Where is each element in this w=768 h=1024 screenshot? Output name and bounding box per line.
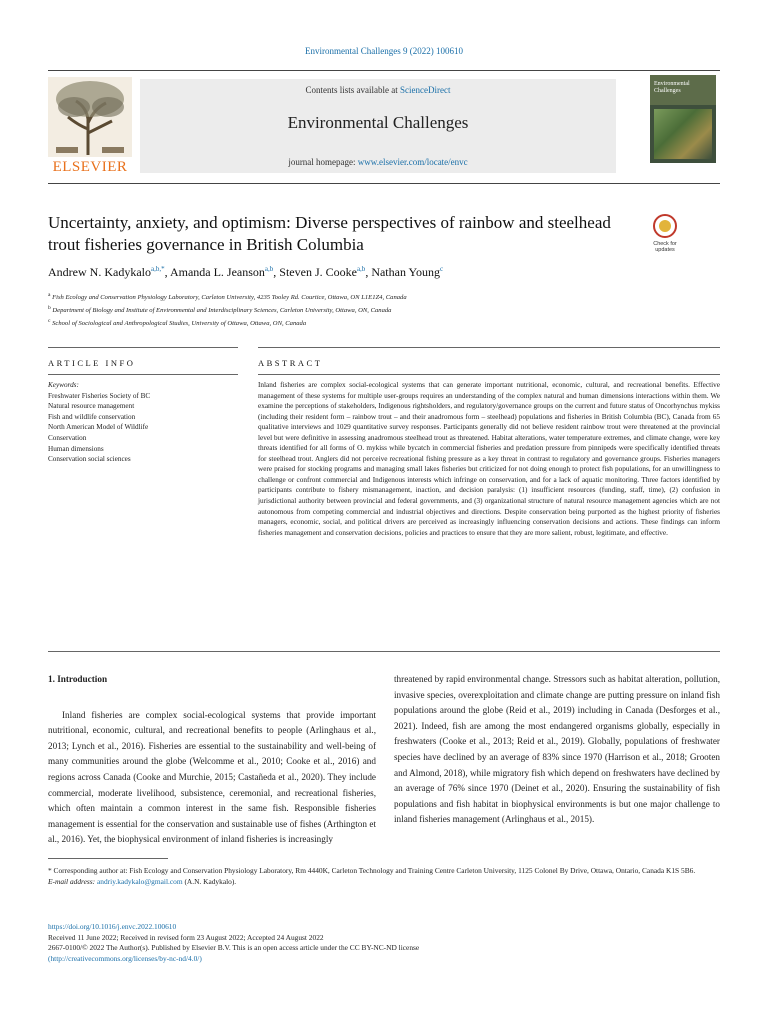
section-heading: 1. Introduction <box>48 674 108 684</box>
affiliation-text: Fish Ecology and Conservation Physiology Laboratory, Carleton University, 4235 Tooley Rd. Courtice, Ottawa, ON L1E1Z4, Canada <box>52 294 407 302</box>
body-column-right <box>394 672 720 828</box>
keyword: Human dimensions <box>48 444 104 453</box>
author-name[interactable]: Amanda L. Jeanson <box>169 265 265 279</box>
contents-prefix: Contents lists available at <box>305 85 400 95</box>
author-list: Andrew N. Kadykalo$^{a,b,*}$, Amanda L. Jeanson$^{a,b}$, Steven J. Cooke$^{a,b}$, Nathan Young$^c$ <box>48 265 444 279</box>
email-label: E-mail address: <box>48 876 96 886</box>
divider <box>48 651 720 652</box>
homepage-prefix: journal homepage: <box>288 157 358 167</box>
email-link[interactable]: andriy.kadykalo@gmail.com <box>97 876 183 886</box>
journal-cover[interactable] <box>650 75 716 163</box>
journal-reference[interactable]: Environmental Challenges 9 (2022) 100610 <box>305 46 463 56</box>
keyword: Natural resource management <box>48 402 135 411</box>
check-for-updates-button[interactable] <box>648 214 682 262</box>
author-marks[interactable]: a,b,* <box>150 265 165 273</box>
abstract-heading: ABSTRACT <box>258 358 323 368</box>
elsevier-wordmark: ELSEVIER <box>52 159 128 175</box>
keyword: North American Model of Wildlife <box>48 423 149 432</box>
article-meta <box>48 922 720 964</box>
email-suffix: (A.N. Kadykalo). <box>184 876 237 886</box>
body-column-left <box>48 672 376 848</box>
affiliation-item <box>48 303 708 316</box>
author-name[interactable]: Steven J. Cooke <box>279 265 357 279</box>
license-link[interactable]: (http://creativecommons.org/licenses/by-nc-nd/4.0/) <box>48 953 202 963</box>
affiliation-mark: a <box>48 292 51 298</box>
check-updates-icon <box>653 214 677 238</box>
keyword: Freshwater Fisheries Society of BC <box>48 391 151 400</box>
journal-title: Environmental Challenges <box>287 113 469 132</box>
paragraph: Inland fisheries are complex social-ecological systems that provide important nutritional, economic, cultural, and recreational benefits to people (Arlinghaus et al., 2013; Lynch et al., 2016). Fisheries are essential to the sustainability and well-being of many communities around the globe (Welcomme et al., 2010; Cooke et al., 2016) and regions across Canada (Cooke and Murchie, 2015; Castañeda et al., 2020). They include commercial, moderate livelihood, subsistence, ceremonial, and recreational fisheries, which often maintain a common interest in the same fish. Responsible fisheries management is essential for the conservation and sustainable use of fishes (Arthington et al., 2016). Yet, the biophysical environment of inland fisheries is increasingly <box>48 709 376 845</box>
divider <box>48 347 238 348</box>
received-dates: Received 11 June 2022; Received in revised form 23 August 2022; Accepted 24 August 2022 <box>48 932 324 942</box>
affiliation-mark: c <box>48 318 51 325</box>
contents-line <box>140 85 616 95</box>
email-line <box>48 877 720 888</box>
divider <box>258 347 720 348</box>
license-text: 2667-0100/© 2022 The Author(s). Published by Elsevier B.V. This is an open access article under the CC BY-NC-ND license <box>48 943 420 953</box>
journal-banner <box>140 79 616 173</box>
affiliation-item <box>48 290 708 303</box>
author-name[interactable]: Andrew N. Kadykalo <box>48 265 151 279</box>
affiliation-text: School of Sociological and Anthropological Studies, University of Ottawa, Ottawa, ON, Canada <box>52 320 307 328</box>
divider <box>258 374 720 375</box>
paragraph: threatened by rapid environmental change. Stressors such as habitat alteration, pollution, invasive species, overexploitation and climate change are putting pressure on inland fish populations around the globe (Reid et al., 2019) including in Canada (Desforges et al., 2021). Indeed, fish are among the most endangered organisms globally, especially in freshwaters (Cooke et al., 2013; Reid et al., 2019). Globally, populations of freshwater species have declined by an average of 83% since 1970 (Harrison et al., 2018; Grooten and Almond, 2018), while migratory fish which depend on freshwaters have declined by an average of 76% since 1970 (Deinet et al., 2020). Ensuring the sustainability of fish populations and fish habitat in biophysical environments is but one major challenge to inland fisheries management (Arlinghaus et al., 2015). <box>394 674 720 825</box>
journal-header <box>48 70 720 184</box>
footnote-divider <box>48 858 168 859</box>
keyword: Fish and wildlife conservation <box>48 412 136 421</box>
affiliation-mark: b <box>48 305 51 312</box>
elsevier-logo[interactable] <box>48 77 132 177</box>
doi-link[interactable]: https://doi.org/10.1016/j.envc.2022.100610 <box>48 922 177 931</box>
cover-image <box>654 109 712 159</box>
author-marks[interactable]: a,b <box>356 265 366 273</box>
cover-title: Environmental Challenges <box>654 81 690 94</box>
keyword: Conservation <box>48 433 87 442</box>
abstract-text: Inland fisheries are complex social-ecological systems that can generate important nutritional, economic, cultural, and recreational benefits. Effective management of these systems for multiple user-groups requires an understanding of the complex natural and human dimensions interactions within them. We examine the perceptions of stakeholders, Indigenous rightsholders, and regulatory/governance groups on the current and future status of Oncorhynchus mykiss (including their resident form – rainbow trout – and their anadromous form – steelhead) populations and fisheries in British Columbia (BC), Canada from 65 qualitative interviews and 1029 quantitative survey responses. Participants generally did not believe resident rainbow trout were threatened at the provincial level but were definitive in assessing anadromous steelhead trout as threatened. Habitat alterations, water temperature extremes, and climate change, were key threats identified for all forms of O. mykiss while bycatch in commercial fisheries and predation pressure from pinnipeds were specifically identified threats for steelhead trout. Anglers did not perceive recreational fishing pressure as a key threat in contrast to regulatory and governance groups. Fisheries managers were praised for stocking programs and managing small lakes fisheries but criticized for not doing enough to protect fish populations, for an unwillingness to challenge or confront commercial and Indigenous interests which infringe on conservation, and for a lack of aquatic monitoring. Three factors identified by participants contribute to fishery mismanagement, inaction, and decision paralysis: (1) insufficient resources (funding, staff, time), (2) confusion in jurisdictional authority between provincial and federal governments, and (3) organizational structure of natural resource management agencies which are not autonomous from competing commercial and industrial objectives and directions. Despite conservation being purported as the highest priority of fisheries managers, economic, social, and political drivers are perceived as increasingly influencing conservation decisions and actions. These findings can inform fisheries management and conservation decisions, policies and practices to ensure that they are more salient, robust, legitimate, and effective. <box>258 381 720 537</box>
keywords-label: Keywords: <box>48 381 79 389</box>
affiliations <box>48 290 708 330</box>
corresponding-author: * Corresponding author at: Fish Ecology and Conservation Physiology Laboratory, Rm 4440K, Carleton Technology and Training Centre Carleton University, 1125 Colonel By Drive, Ottawa, Ontario, Canada K1S 5B6. <box>48 866 696 875</box>
sciencedirect-link[interactable]: ScienceDirect <box>400 85 451 95</box>
check-updates-label: Check for updates <box>653 241 677 253</box>
elsevier-tree-icon <box>48 77 132 157</box>
author-marks[interactable]: c <box>439 265 444 273</box>
article-title: Uncertainty, anxiety, and optimism: Diverse perspectives of rainbow and steelhead trout fisheries governance in British Columbia <box>48 213 611 254</box>
footnote <box>48 866 720 887</box>
article-info-heading: ARTICLE INFO <box>48 358 136 368</box>
affiliation-item <box>48 316 708 329</box>
author-marks[interactable]: a,b <box>264 265 274 273</box>
homepage-line <box>140 157 616 167</box>
affiliation-text: Department of Biology and Institute of Environmental and Interdisciplinary Sciences, Carleton University, Ottawa, ON, Canada <box>52 307 392 315</box>
keyword: Conservation social sciences <box>48 455 131 464</box>
keywords-block <box>48 380 218 465</box>
homepage-link[interactable]: www.elsevier.com/locate/envc <box>357 157 468 167</box>
divider <box>48 374 238 375</box>
author-name[interactable]: Nathan Young <box>371 265 440 279</box>
